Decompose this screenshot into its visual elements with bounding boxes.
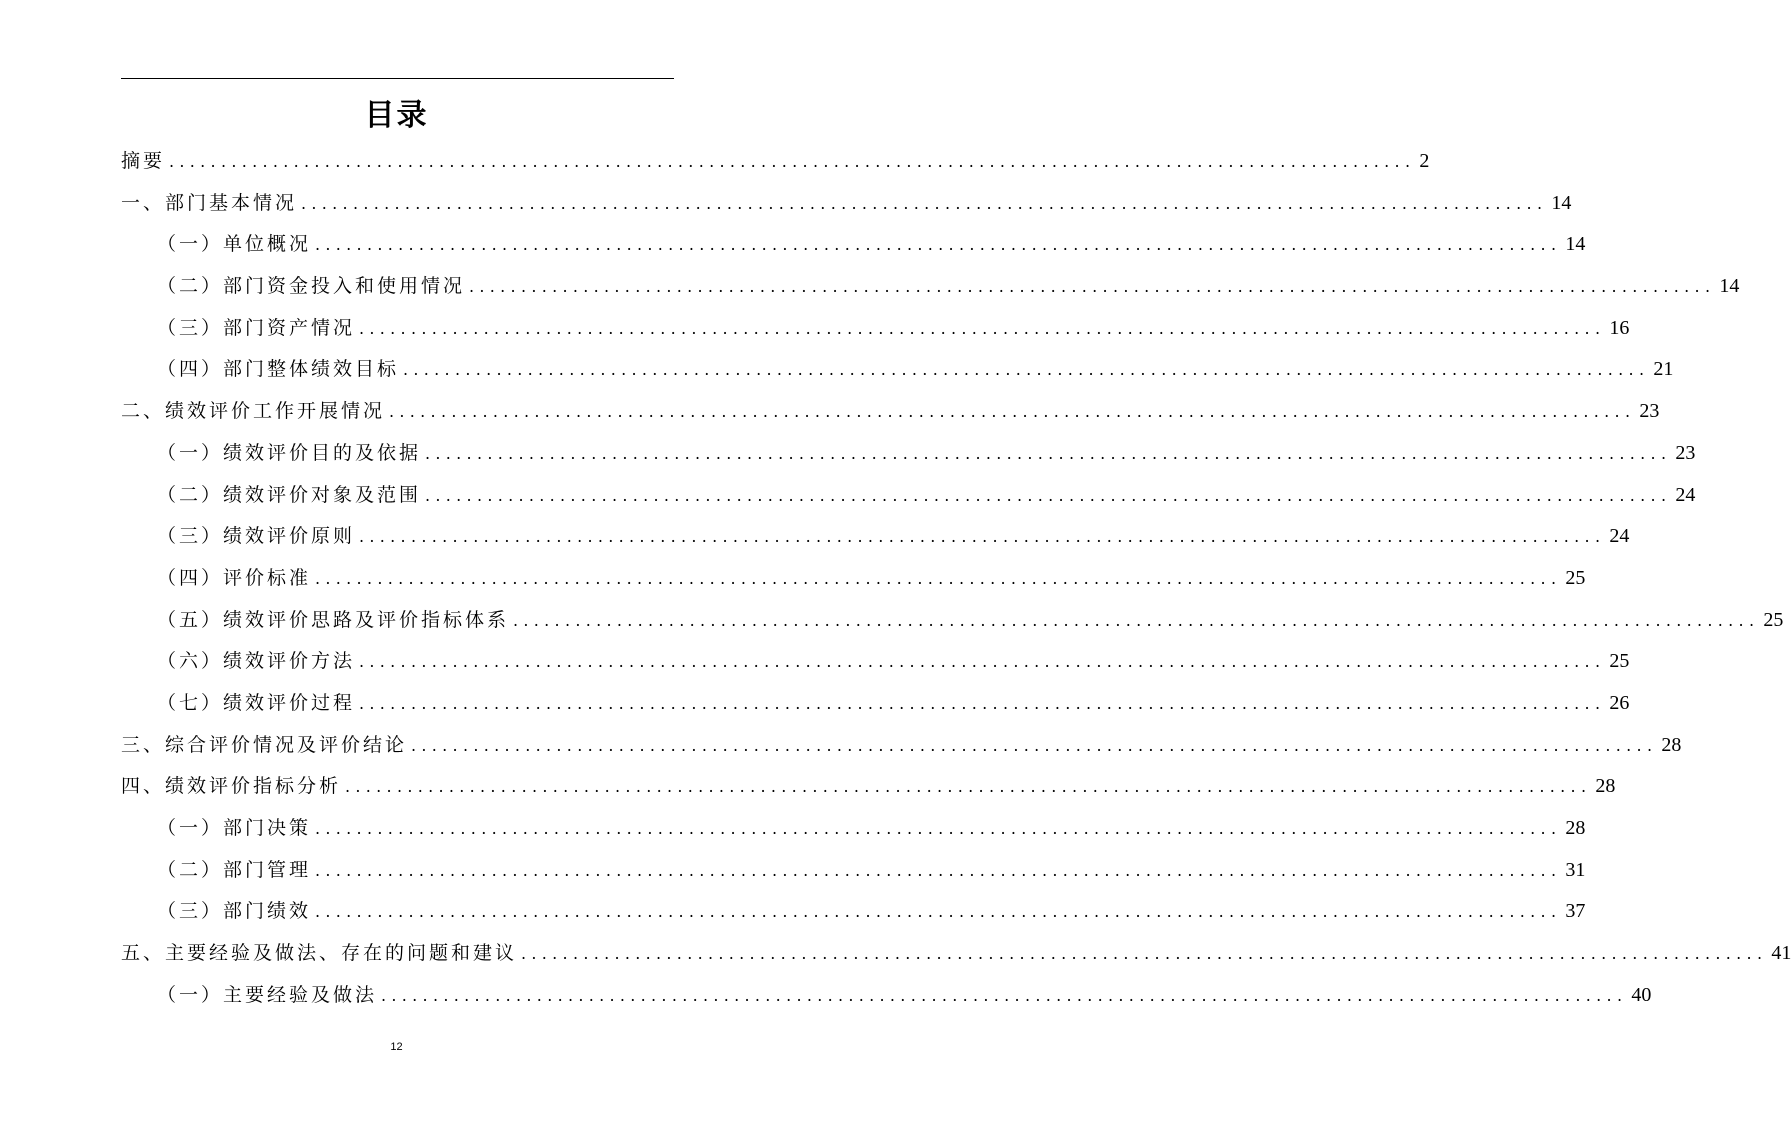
- toc-entry-page: 16: [1609, 316, 1630, 339]
- toc-entry[interactable]: [121, 891, 1586, 933]
- toc-entry-label: （一）部门决策: [157, 817, 312, 839]
- toc-entry-page: 26: [1609, 691, 1630, 714]
- toc-dot-leader: ........................................................................................................................: [301, 193, 1548, 213]
- toc-entry-page: 28: [1661, 733, 1682, 756]
- toc-dot-leader: ........................................................................................................................: [513, 610, 1760, 630]
- toc-entry[interactable]: [121, 850, 1586, 892]
- toc-entry-page: 25: [1609, 650, 1630, 673]
- toc-entry-label: （一）单位概况: [157, 233, 312, 256]
- toc-entry[interactable]: [121, 349, 1674, 391]
- toc-dot-leader: ........................................................................................................................: [315, 568, 1562, 588]
- toc-dot-leader: ........................................................................................................................: [381, 985, 1628, 1005]
- toc-entry[interactable]: [121, 933, 1791, 975]
- toc-entry-label: 摘要: [121, 150, 166, 172]
- toc-entry-label: （三）部门资产情况: [157, 316, 356, 339]
- toc-entry[interactable]: [121, 141, 1430, 183]
- toc-dot-leader: ........................................................................................................................: [521, 944, 1768, 964]
- toc-entry-page: 14: [1719, 275, 1740, 298]
- toc-dot-leader: ........................................................................................................................: [425, 485, 1672, 505]
- toc-entry[interactable]: [121, 975, 1652, 1017]
- toc-entry-label: 四、绩效评价指标分析: [121, 775, 342, 798]
- toc-entry-page: 2: [1419, 150, 1430, 172]
- toc-entry-label: 二、绩效评价工作开展情况: [121, 400, 386, 423]
- toc-entry-label: 一、部门基本情况: [121, 191, 298, 214]
- toc-dot-leader: ........................................................................................................................: [315, 235, 1562, 255]
- toc-entry-label: （一）绩效评价目的及依据: [157, 441, 422, 464]
- toc-dot-leader: ........................................................................................................................: [169, 152, 1416, 171]
- toc-entry[interactable]: [121, 516, 1630, 558]
- toc-entry[interactable]: [121, 558, 1586, 600]
- toc-entry-label: 五、主要经验及做法、存在的问题和建议: [121, 942, 518, 965]
- toc-dot-leader: ........................................................................................................................: [469, 277, 1716, 297]
- toc-entry[interactable]: [121, 224, 1586, 266]
- toc-entry-label: （四）评价标准: [157, 566, 312, 589]
- toc-entry-page: 25: [1763, 608, 1784, 631]
- toc-entry-label: （二）部门资金投入和使用情况: [157, 275, 466, 298]
- toc-entry-label: （二）部门管理: [157, 858, 312, 881]
- toc-entry-page: 28: [1595, 775, 1616, 798]
- toc-entry-label: （七）绩效评价过程: [157, 691, 356, 714]
- toc-entry-page: 21: [1653, 358, 1674, 381]
- toc-entry-page: 14: [1551, 191, 1572, 214]
- toc-entry-page: 25: [1565, 566, 1586, 589]
- toc-entry-page: 41: [1771, 942, 1791, 965]
- toc-dot-leader: ........................................................................................................................: [403, 360, 1650, 380]
- toc-entry-page: 37: [1565, 900, 1586, 923]
- toc-entry-label: 三、综合评价情况及评价结论: [121, 733, 408, 756]
- toc-entry[interactable]: [121, 766, 1616, 808]
- toc-dot-leader: ........................................................................................................................: [359, 318, 1606, 338]
- toc-dot-leader: ........................................................................................................................: [315, 860, 1562, 880]
- page-number: 12: [390, 1041, 403, 1053]
- toc-entry-page: 23: [1639, 400, 1660, 423]
- toc-entry-label: （一）主要经验及做法: [157, 983, 378, 1006]
- toc-entry-label: （五）绩效评价思路及评价指标体系: [157, 608, 510, 631]
- toc-entry[interactable]: [121, 433, 1696, 475]
- toc-dot-leader: ........................................................................................................................: [345, 777, 1592, 797]
- toc-entry[interactable]: [121, 391, 1660, 433]
- toc-entry[interactable]: [121, 725, 1682, 767]
- toc-entry[interactable]: [121, 641, 1630, 683]
- toc-dot-leader: ........................................................................................................................: [359, 652, 1606, 672]
- toc-entry-page: 31: [1565, 858, 1586, 881]
- toc-entry-page: 24: [1675, 483, 1696, 506]
- toc-dot-leader: ........................................................................................................................: [411, 735, 1658, 755]
- toc-dot-leader: ........................................................................................................................: [315, 819, 1562, 838]
- toc-entry[interactable]: [121, 308, 1630, 350]
- toc-entry[interactable]: [121, 600, 1784, 642]
- toc-entry-label: （三）部门绩效: [157, 900, 312, 923]
- toc-entry[interactable]: [121, 683, 1630, 725]
- toc-entry-label: （二）绩效评价对象及范围: [157, 483, 422, 506]
- toc-title: 目录: [364, 98, 429, 133]
- toc-entry[interactable]: [121, 266, 1740, 308]
- toc-entry-label: （四）部门整体绩效目标: [157, 358, 400, 381]
- table-of-contents: [121, 141, 1791, 1016]
- toc-dot-leader: ........................................................................................................................: [359, 693, 1606, 713]
- toc-dot-leader: ........................................................................................................................: [425, 443, 1672, 463]
- toc-entry-label: （三）绩效评价原则: [157, 525, 356, 548]
- toc-entry-page: 24: [1609, 525, 1630, 548]
- toc-entry-page: 14: [1565, 233, 1586, 256]
- toc-dot-leader: ........................................................................................................................: [389, 402, 1636, 422]
- toc-dot-leader: ........................................................................................................................: [315, 902, 1562, 922]
- toc-entry-page: 23: [1675, 441, 1696, 464]
- toc-entry[interactable]: [121, 475, 1696, 517]
- toc-entry[interactable]: [121, 808, 1586, 850]
- header-rule: [121, 78, 674, 79]
- toc-entry[interactable]: [121, 183, 1572, 225]
- toc-entry-label: （六）绩效评价方法: [157, 650, 356, 673]
- toc-entry-page: 28: [1565, 817, 1586, 839]
- toc-dot-leader: ........................................................................................................................: [359, 527, 1606, 547]
- toc-entry-page: 40: [1631, 983, 1652, 1006]
